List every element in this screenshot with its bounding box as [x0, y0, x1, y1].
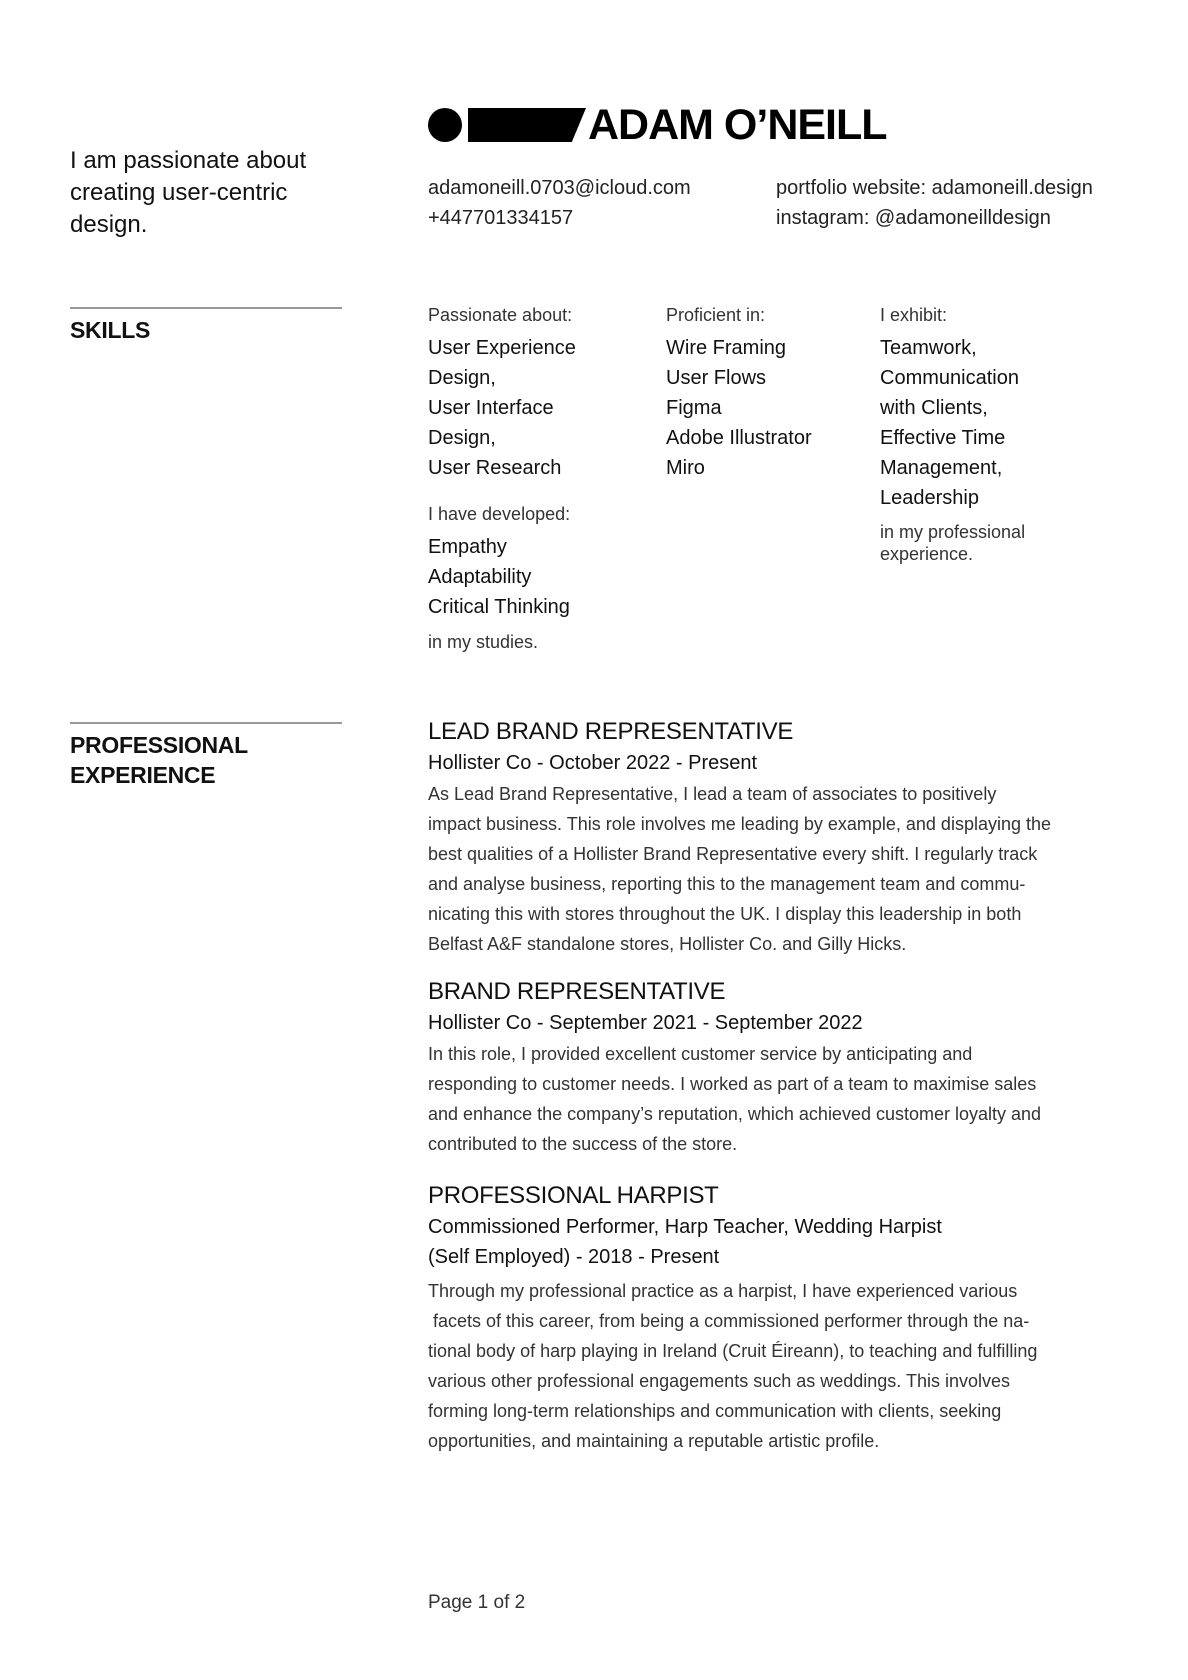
- passionate-label: Passionate about:: [428, 305, 573, 325]
- skill-item: Wire Framing: [666, 337, 787, 359]
- developed-note: in my studies.: [428, 632, 539, 652]
- skill-item: Adobe Illustrator: [666, 427, 812, 449]
- exhibit-list: [880, 333, 1019, 513]
- skill-item: User Research: [428, 457, 562, 479]
- name-logo: [428, 100, 887, 150]
- experience-divider: [70, 722, 342, 724]
- exhibit-note-line: experience.: [880, 544, 974, 564]
- skill-item: Adaptability: [428, 566, 532, 588]
- exhibit-note-line: in my professional: [880, 522, 1026, 542]
- exhibit-note: [880, 521, 1025, 565]
- job-description-line: tional body of harp playing in Ireland (Cruit Éireann), to teaching and fulfilling: [428, 1341, 1038, 1361]
- skill-item: Design,: [428, 367, 496, 389]
- job-description: [428, 779, 1088, 959]
- skill-item: Communication: [880, 367, 1019, 389]
- skill-item: User Flows: [666, 367, 767, 389]
- job-description-line: In this role, I provided excellent customer service by anticipating and: [428, 1044, 973, 1064]
- job-description-line: impact business. This role involves me leading by example, and displaying the: [428, 814, 1052, 834]
- job-description-line: best qualities of a Hollister Brand Representative every shift. I regularly track: [428, 844, 1038, 864]
- job-description-line: contributed to the success of the store.: [428, 1134, 738, 1154]
- contact-email[interactable]: adamoneill.0703@icloud.com: [428, 177, 691, 199]
- logo-dot-mark: [428, 108, 462, 142]
- contact-instagram[interactable]: instagram: @adamoneilldesign: [776, 207, 1051, 229]
- job-employer: Commissioned Performer, Harp Teacher, Wedding Harpist: [428, 1216, 942, 1238]
- job-employer: Hollister Co - October 2022 - Present: [428, 752, 758, 774]
- logo-bar-mark: [468, 108, 586, 142]
- passionate-list: [428, 333, 576, 483]
- experience-title-line: PROFESSIONAL: [70, 732, 248, 758]
- job-employer: Hollister Co - September 2021 - September 2022: [428, 1012, 863, 1034]
- skill-item: User Interface: [428, 397, 554, 419]
- skill-item: Empathy: [428, 536, 507, 558]
- job-description-line: various other professional engagements such as weddings. This involves: [428, 1371, 1010, 1391]
- skill-item: Teamwork,: [880, 337, 977, 359]
- skills-divider: [70, 307, 342, 309]
- job-description-line: facets of this career, from being a commissioned performer through the na-: [428, 1311, 1030, 1331]
- experience-title-line: EXPERIENCE: [70, 762, 216, 788]
- exhibit-label: I exhibit:: [880, 305, 948, 325]
- job-description-line: opportunities, and maintaining a reputable artistic profile.: [428, 1431, 880, 1451]
- proficient-label: Proficient in:: [666, 305, 766, 325]
- skill-item: User Experience: [428, 337, 576, 359]
- tagline: I am passionate about creating user-centric design.: [70, 147, 307, 238]
- job-description: [428, 1276, 1088, 1456]
- job-description-line: responding to customer needs. I worked as part of a team to maximise sales: [428, 1074, 1037, 1094]
- job-description-line: Through my professional practice as a harpist, I have experienced various: [428, 1281, 1018, 1301]
- job-description-line: As Lead Brand Representative, I lead a team of associates to positively: [428, 784, 997, 804]
- experience-title: [70, 730, 248, 790]
- proficient-list: [666, 333, 812, 483]
- contact-phone[interactable]: +447701334157: [428, 207, 574, 229]
- job-title: LEAD BRAND REPRESENTATIVE: [428, 718, 794, 745]
- job-description-line: Belfast A&F standalone stores, Hollister Co. and Gilly Hicks.: [428, 934, 907, 954]
- job-description-line: and enhance the company’s reputation, which achieved customer loyalty and: [428, 1104, 1042, 1124]
- developed-list: [428, 532, 570, 622]
- developed-label: I have developed:: [428, 504, 571, 524]
- skills-title: SKILLS: [70, 317, 150, 343]
- job-title: BRAND REPRESENTATIVE: [428, 978, 726, 1005]
- name-heading: ADAM O’NEILL: [588, 100, 887, 149]
- job-description-line: forming long-term relationships and communication with clients, seeking: [428, 1401, 1002, 1421]
- page-number: Page 1 of 2: [428, 1592, 526, 1613]
- skill-item: Miro: [666, 457, 705, 479]
- skill-item: with Clients,: [880, 397, 988, 419]
- skill-item: Figma: [666, 397, 722, 419]
- skill-item: Critical Thinking: [428, 596, 570, 618]
- skill-item: Management,: [880, 457, 1003, 479]
- skill-item: Leadership: [880, 487, 979, 509]
- skill-item: Design,: [428, 427, 496, 449]
- contact-portfolio[interactable]: portfolio website: adamoneill.design: [776, 177, 1093, 199]
- job-description-line: nicating this with stores throughout the UK. I display this leadership in both: [428, 904, 1022, 924]
- job-employer: (Self Employed) - 2018 - Present: [428, 1246, 720, 1268]
- job-title: PROFESSIONAL HARPIST: [428, 1182, 719, 1209]
- job-description: [428, 1039, 1088, 1159]
- skill-item: Effective Time: [880, 427, 1006, 449]
- job-description-line: and analyse business, reporting this to the management team and commu-: [428, 874, 1026, 894]
